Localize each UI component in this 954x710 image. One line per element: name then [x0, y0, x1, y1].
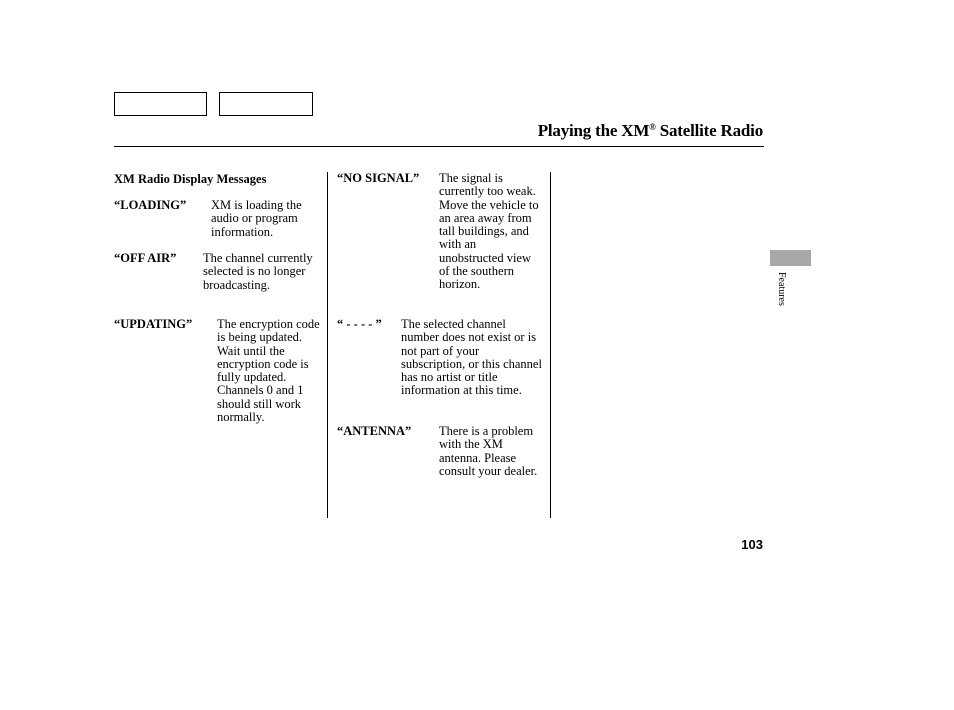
page-title — [538, 121, 763, 141]
desc-no-signal: The signal is currently too weak. Move the vehicle to an area away from tall buildings, and with an unobstructed view of the southern horizon. — [439, 171, 539, 292]
term-updating: “UPDATING” — [114, 317, 193, 331]
page-number: 103 — [741, 537, 763, 552]
desc-antenna: There is a problem with the XM antenna. Please consult your dealer. — [439, 424, 538, 478]
term-no-info: “ - - - - ” — [337, 317, 382, 331]
desc-loading-text: XM is loading the audio or program information. — [211, 198, 302, 239]
desc-loading — [211, 199, 321, 239]
registered-mark: ® — [649, 122, 656, 132]
desc-off-air: The channel currently selected is no longer broadcasting. — [203, 251, 313, 292]
section-tab-label: Features — [776, 272, 787, 306]
section-heading: XM Radio Display Messages — [114, 172, 267, 186]
column-divider-2 — [550, 172, 551, 518]
term-loading: “LOADING” — [114, 198, 187, 212]
nav-box-right[interactable] — [219, 92, 313, 116]
column-divider-1 — [327, 172, 328, 518]
term-no-signal: “NO SIGNAL” — [337, 171, 420, 185]
header-rule — [114, 146, 764, 147]
nav-box-left[interactable] — [114, 92, 207, 116]
section-tab-marker — [770, 250, 811, 266]
desc-no-info: The selected channel number does not exist or is not part of your subscription, or this channel has no artist or title information at this time. — [401, 317, 542, 398]
term-antenna: “ANTENNA” — [337, 424, 412, 438]
title-suffix: Satellite Radio — [655, 121, 763, 140]
title-text: Playing the XM — [537, 121, 650, 140]
term-off-air: “OFF AIR” — [114, 251, 177, 265]
desc-updating: The encryption code is being updated. Wait until the encryption code is fully updated. Channels 0 and 1 should still work normally. — [217, 317, 320, 425]
